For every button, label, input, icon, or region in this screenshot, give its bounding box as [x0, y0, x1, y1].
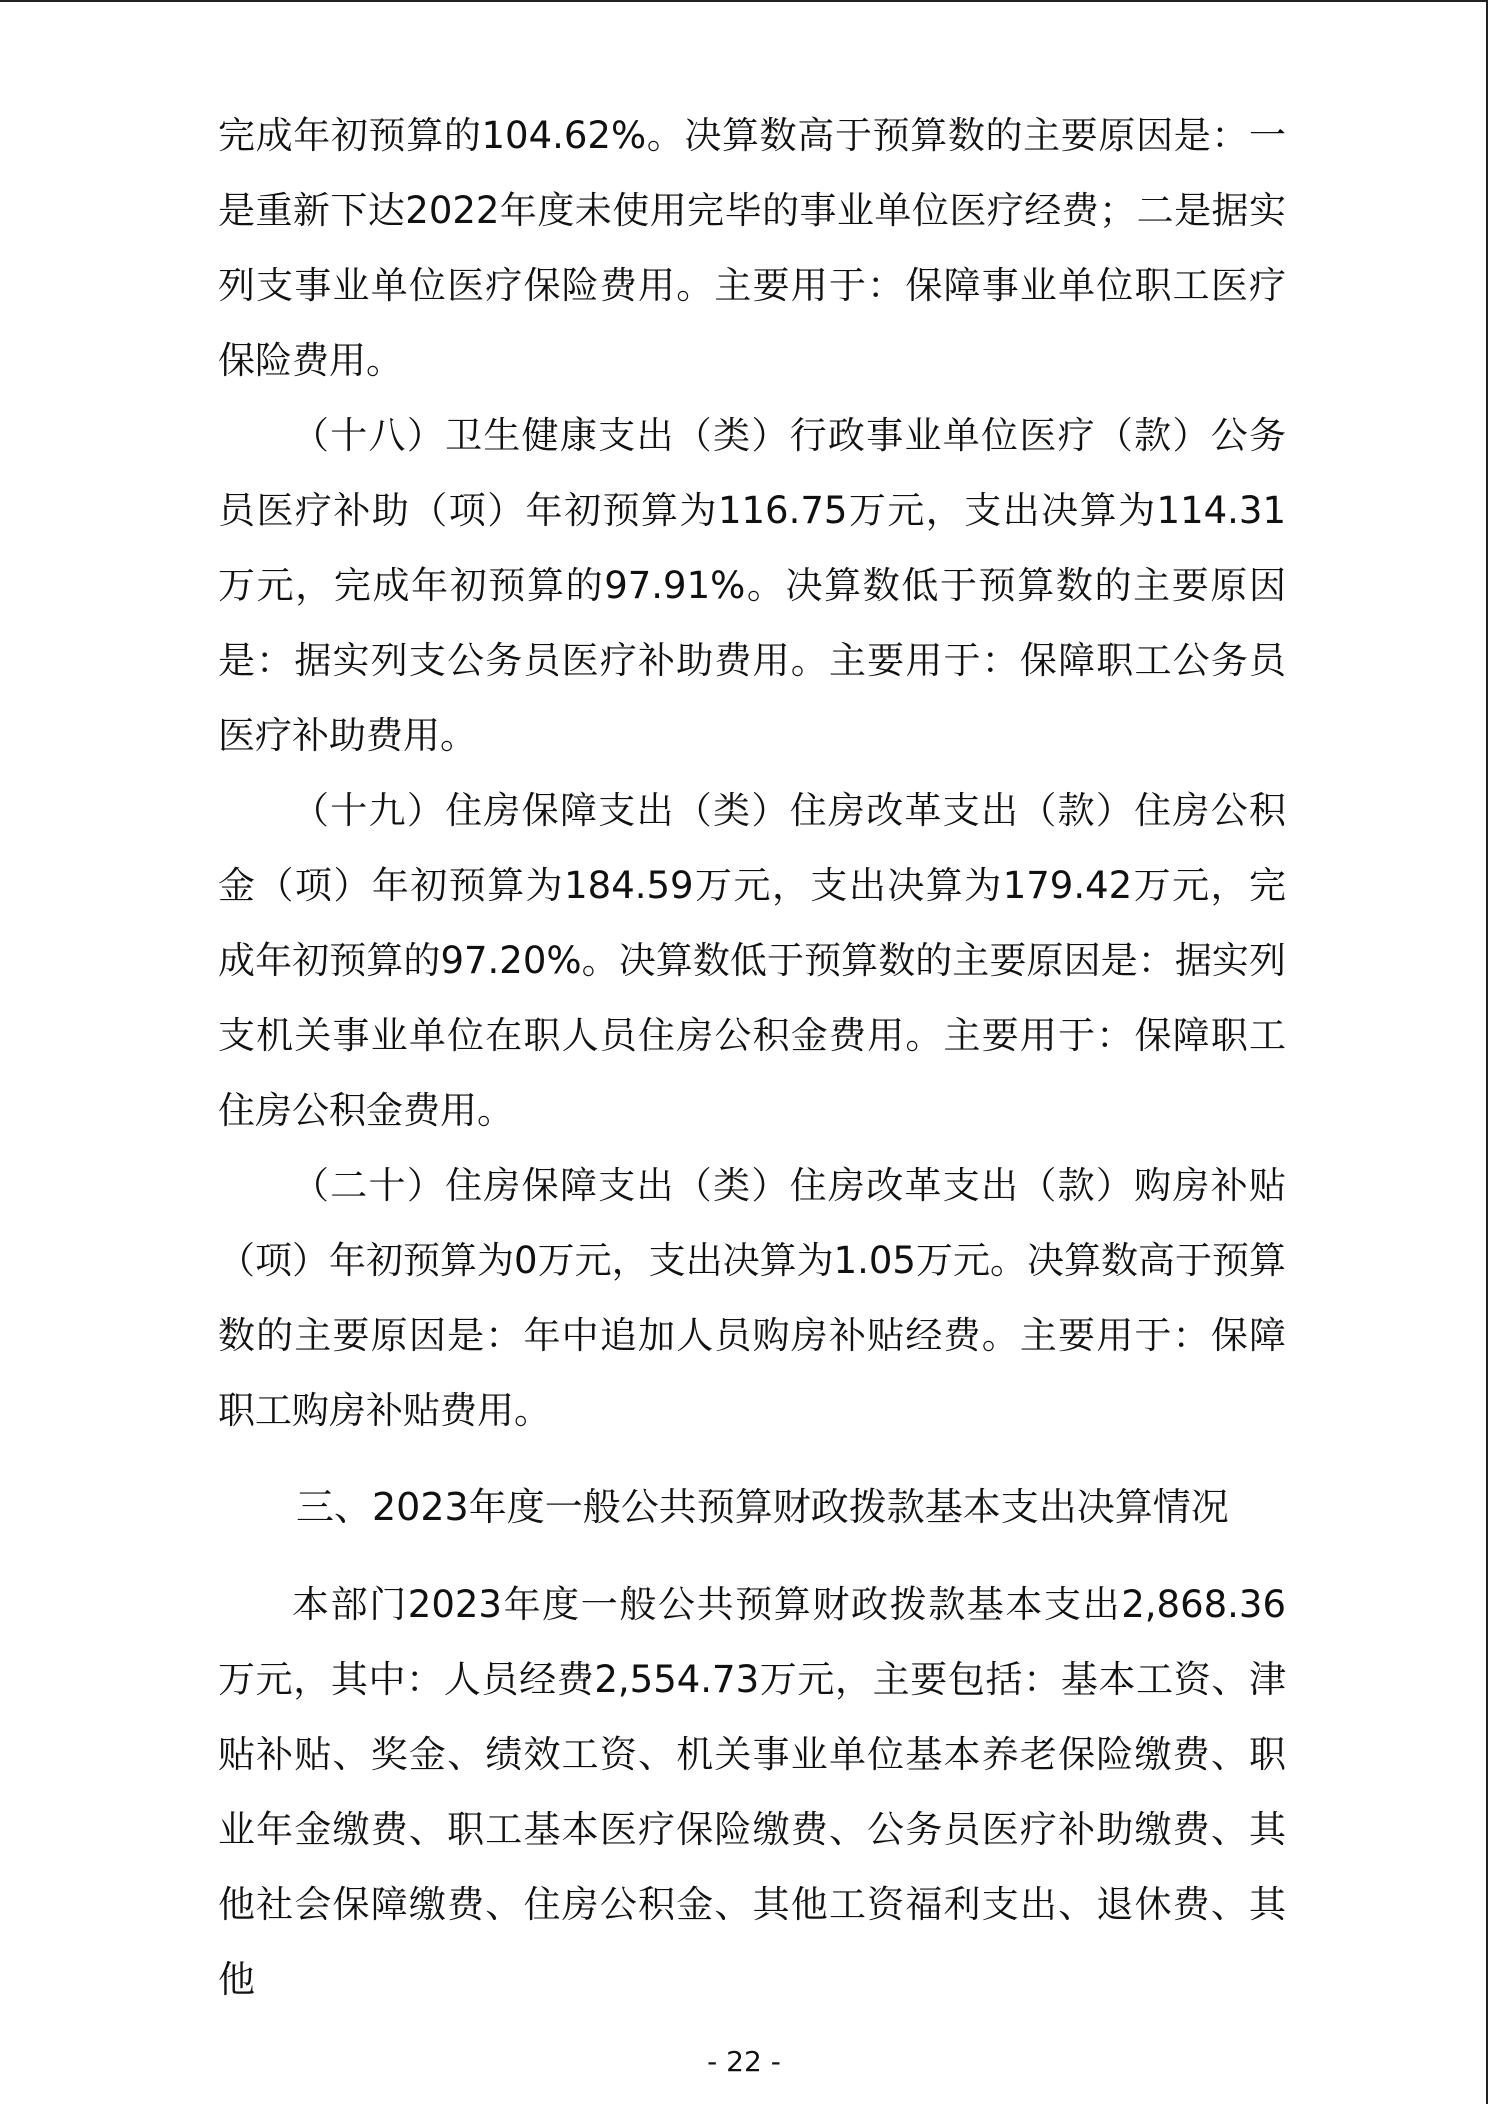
page-body — [218, 98, 1286, 2017]
section-heading: 三、2023年度一般公共预算财政拨款基本支出决算情况 — [296, 1485, 1229, 1529]
paragraph-item-18: （十八）卫生健康支出（类）行政事业单位医疗（款）公务员医疗补助（项）年初预算为116.75万元，支出决算为114.31万元，完成年初预算的97.91%。决算数低于预算数的主要原因是：据实列支公务员医疗补助费用。主要用于：保障职工公务员医疗补助费用。 — [218, 414, 1286, 757]
paragraph-basic-expenditure: 本部门2023年度一般公共预算财政拨款基本支出2,868.36万元，其中：人员经费2,554.73万元，主要包括：基本工资、津贴补贴、奖金、绩效工资、机关事业单位基本养老保险缴费、职业年金缴费、职工基本医疗保险缴费、公务员医疗补助缴费、其他社会保障缴费、住房公积金、其他工资福利支出、退休费、其他 — [218, 1583, 1286, 2001]
paragraph-continuation: 完成年初预算的104.62%。决算数高于预算数的主要原因是：一是重新下达2022年度未使用完毕的事业单位医疗经费；二是据实列支事业单位医疗保险费用。主要用于：保障事业单位职工医疗保险费用。 — [218, 114, 1286, 382]
page-number: - 22 - — [707, 2045, 781, 2078]
paragraph-item-20: （二十）住房保障支出（类）住房改革支出（款）购房补贴（项）年初预算为0万元，支出决算为1.05万元。决算数高于预算数的主要原因是：年中追加人员购房补贴经费。主要用于：保障职工购房补贴费用。 — [218, 1164, 1286, 1432]
paragraph-item-19: （十九）住房保障支出（类）住房改革支出（款）住房公积金（项）年初预算为184.59万元，支出决算为179.42万元，完成年初预算的97.20%。决算数低于预算数的主要原因是：据实列支机关事业单位在职人员住房公积金费用。主要用于：保障职工住房公积金费用。 — [218, 789, 1286, 1132]
